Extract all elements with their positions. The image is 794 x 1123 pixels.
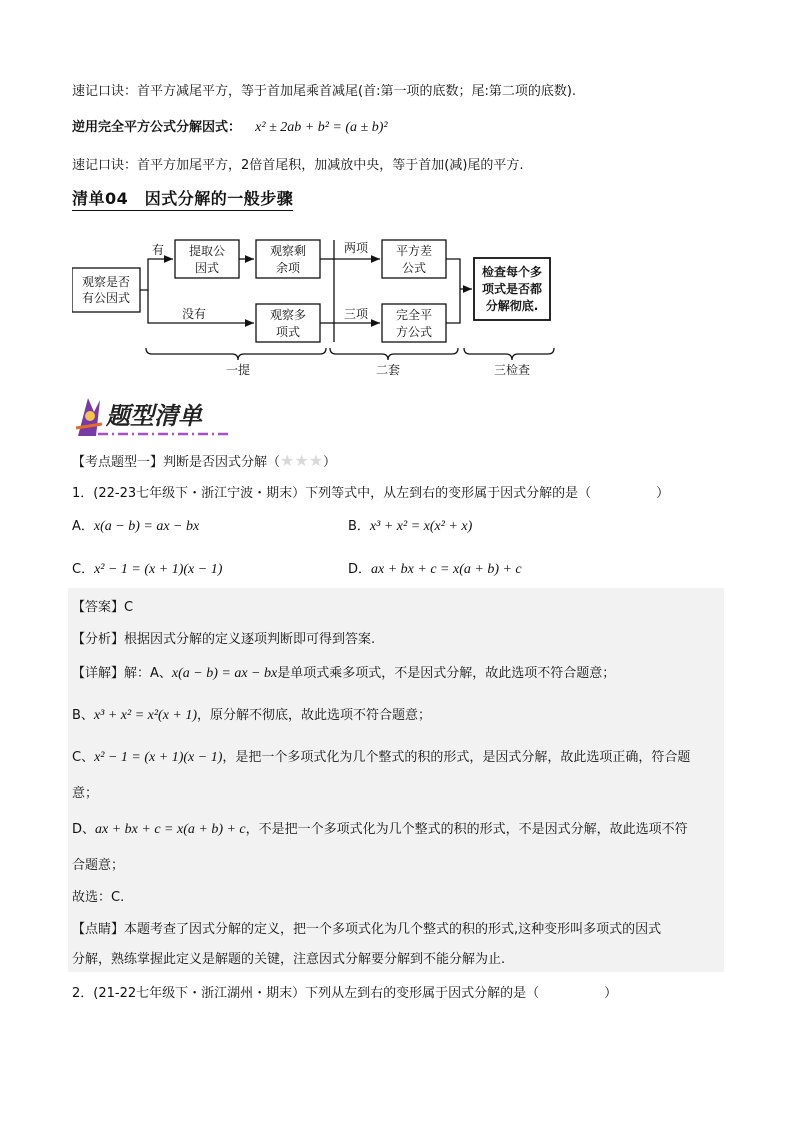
detail-d-line — [72, 818, 688, 838]
reverse-formula: x² ± 2ab + b² = (a ± b)² — [255, 120, 388, 135]
start-line-2: 有公因式 — [81, 291, 131, 305]
question-1-stem: 1．(22-23七年级下・浙江宁波・期末）下列等式中，从左到右的变形属于因式分解的是（ ） — [72, 486, 670, 501]
diff-squares-line-1: 平方差 — [395, 244, 433, 258]
brace-label-formula: 二套 — [375, 363, 401, 377]
q1-option-c[interactable] — [72, 558, 222, 578]
section-title: 清单04 因式分解的一般步骤 — [72, 186, 293, 211]
option-c-expression: x² − 1 = (x + 1)(x − 1) — [94, 562, 223, 577]
detail-d-line-2: 合题意； — [72, 858, 125, 873]
comment-line-2: 分解，熟练掌握此定义是解题的关键，注意因式分解要分解到不能分解为止. — [72, 952, 506, 967]
detail-c-line — [72, 746, 690, 766]
analysis-line: 【分析】根据因式分解的定义逐项判断即可得到答案. — [72, 632, 376, 647]
detail-c-expression: x² − 1 = (x + 1)(x − 1) — [94, 750, 223, 765]
type-one-heading — [72, 451, 336, 470]
brace-extract — [146, 348, 326, 360]
check-line-2: 项式是否都 — [481, 282, 543, 296]
detail-b-prefix: B、 — [72, 708, 94, 723]
brace-label-check: 三检查 — [493, 363, 531, 377]
reverse-formula-label: 逆用完全平方公式分解因式： — [72, 120, 242, 135]
difficulty-stars-icon: ★★★ — [280, 451, 324, 470]
label-yes: 有 — [151, 243, 165, 257]
mnemonic-line-2: 速记口诀：首平方加尾平方，2倍首尾积，加减放中央，等于首加(减)尾的平方. — [72, 158, 524, 173]
brace-formula — [330, 348, 458, 360]
brace-check — [464, 348, 554, 360]
question-2-stem: 2．(21-22七年级下・浙江湖州・期末）下列从左到右的变形属于因式分解的是（ ） — [72, 986, 618, 1001]
detail-prefix: 【详解】解：A、 — [72, 666, 172, 681]
diff-squares-line-2: 公式 — [401, 261, 427, 275]
observe-terms-line-2: 余项 — [275, 261, 301, 275]
perfect-square-line-1: 完全平 — [395, 308, 433, 322]
option-a-label: A． — [72, 519, 94, 534]
detail-a-expression: x(a − b) = ax − bx — [171, 666, 278, 681]
comment-line-1: 【点睛】本题考查了因式分解的定义，把一个多项式化为几个整式的积的形式,这种变形叫多项式的因式 — [72, 922, 662, 937]
type-one-label-end: ） — [323, 455, 337, 470]
option-d-expression: ax + bx + c = x(a + b) + c — [371, 562, 522, 577]
detail-d-expression: ax + bx + c = x(a + b) + c — [95, 822, 246, 837]
option-b-label: B． — [348, 519, 370, 534]
detail-b-expression: x³ + x² = x²(x + 1) — [93, 708, 198, 723]
choose-line: 故选：C. — [72, 890, 125, 905]
badge-title: 题型清单 — [106, 401, 202, 430]
factoring-flowchart — [72, 230, 562, 380]
option-c-label: C． — [72, 562, 95, 577]
check-line-1: 检查每个多 — [481, 265, 543, 279]
label-three-terms: 三项 — [343, 307, 369, 321]
question-types-badge — [72, 392, 242, 440]
detail-a-text: 是单项式乘多项式，不是因式分解，故此选项不符合题意； — [277, 666, 616, 681]
detail-b-text: ，原分解不彻底，故此选项不符合题意； — [197, 708, 432, 723]
check-line-3: 分解彻底. — [485, 299, 539, 313]
extract-line-2: 因式 — [194, 261, 220, 275]
observe-multi-line-1: 观察多 — [269, 308, 307, 322]
detail-d-prefix: D、 — [72, 822, 96, 837]
detail-c-prefix: C、 — [72, 750, 95, 765]
detail-d-text: ，不是把一个多项式化为几个整式的积的形式，不是因式分解，故此选项不符 — [245, 822, 688, 837]
option-d-label: D． — [348, 562, 372, 577]
extract-line-1: 提取公 — [188, 244, 226, 258]
label-two-terms: 两项 — [343, 241, 369, 255]
answer-line: 【答案】C — [72, 600, 134, 615]
q1-option-d[interactable] — [348, 558, 522, 578]
perfect-square-line-2: 方公式 — [395, 325, 433, 339]
observe-terms-line-1: 观察剩 — [269, 244, 307, 258]
observe-multi-line-2: 项式 — [275, 325, 301, 339]
start-line-1: 观察是否 — [81, 275, 131, 289]
detail-c-line-2: 意； — [72, 786, 99, 801]
option-b-expression: x³ + x² = x(x² + x) — [369, 519, 473, 534]
detail-b-line — [72, 704, 431, 724]
detail-a-line — [72, 662, 615, 682]
mnemonic-line-1: 速记口诀：首平方减尾平方，等于首加尾乘首减尾(首:第一项的底数；尾:第二项的底数). — [72, 84, 577, 99]
brace-label-extract: 一提 — [225, 363, 251, 377]
wizard-icon — [76, 398, 102, 436]
q1-option-a[interactable] — [72, 515, 199, 535]
detail-c-text: ，是把一个多项式化为几个整式的积的形式，是因式分解，故此选项正确，符合题 — [222, 750, 691, 765]
label-no: 没有 — [181, 307, 207, 321]
type-one-label: 【考点题型一】判断是否因式分解（ — [72, 455, 281, 470]
q1-option-b[interactable] — [348, 515, 472, 535]
option-a-expression: x(a − b) = ax − bx — [93, 519, 200, 534]
reverse-formula-line — [72, 116, 388, 136]
